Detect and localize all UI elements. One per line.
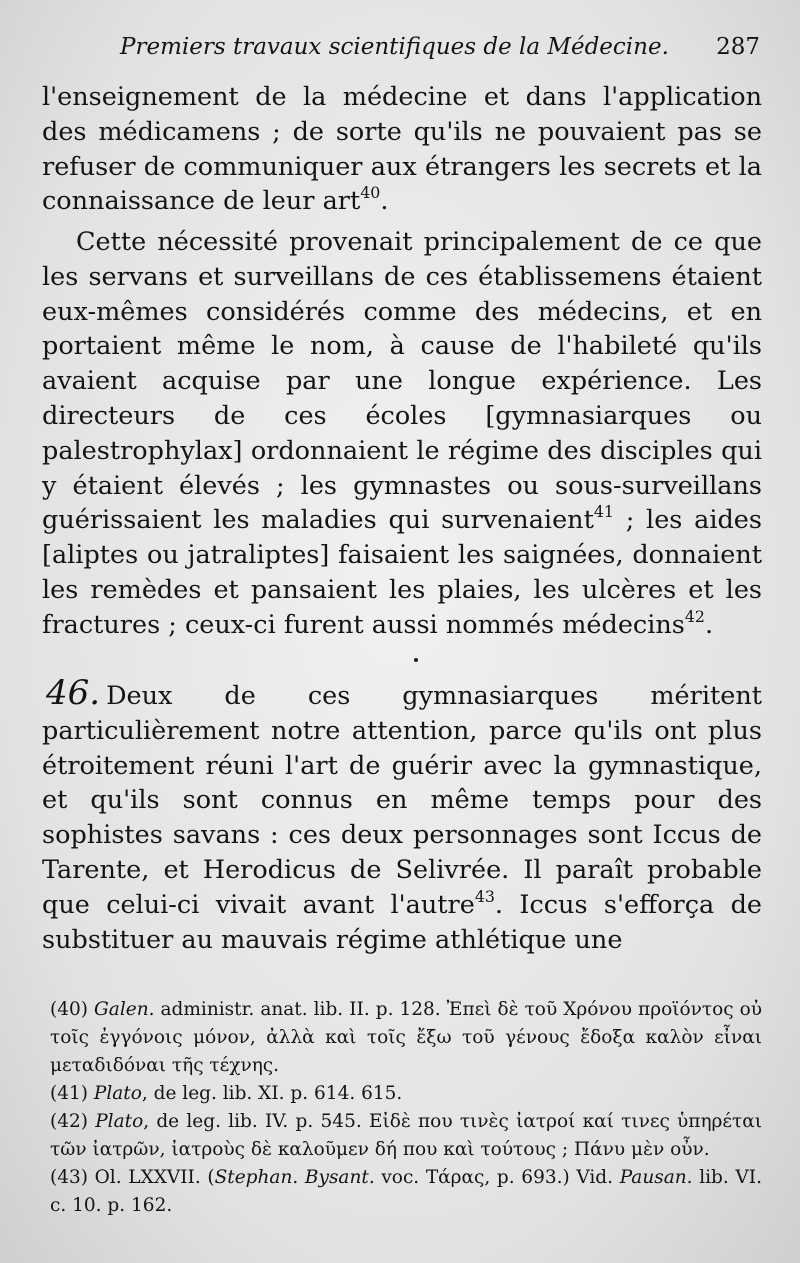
paragraph-continuation — [42, 80, 762, 219]
paragraph-end: . — [704, 609, 714, 640]
footnote-40 — [50, 996, 762, 1080]
footnote-label: (40) — [50, 999, 88, 1020]
running-header — [120, 34, 760, 60]
paragraph-text: . Iccus s'efforça de substituer au mauvais régime athlétique une — [42, 889, 762, 955]
paragraph-text: Cette nécessité provenait principalement de ce que les servans et surveillans de ces établissemens étaient eux-mêmes considérés comme des médecins, et en portaient même le nom, à cause de l'habileté qu'ils avaient acquise par une longue expérience. Les directeurs de ces écoles [gymnasiarques ou palestrophylax] ordonnaient le régime des disciples qui y étaient élevés ; les gymnastes ou sous-surveillans guérissaient les maladies qui survenaient — [42, 227, 762, 536]
footnote-ref-42[interactable]: 42 — [684, 606, 705, 626]
footnote-label: (41) — [50, 1083, 88, 1104]
paragraph-text: l'enseignement de la médecine et dans l'application des médicamens ; de sorte qu'ils ne pouvaient pas se refuser de communiquer aux étrangers les secrets et la connaissance de leur art — [42, 82, 762, 217]
footnote-ref-41[interactable]: 41 — [593, 502, 614, 522]
footnote-43 — [50, 1164, 762, 1220]
footnote-citation: Plato — [93, 1083, 142, 1104]
footnote-citation: Plato — [95, 1111, 144, 1132]
separator-dot — [412, 656, 420, 664]
running-title: Premiers travaux scientifiques de la Médecine. — [120, 34, 669, 60]
footnote-text: voc. Τάρας, p. 693.) Vid. — [374, 1167, 614, 1188]
paragraph-servans — [42, 225, 762, 643]
footnote-text: lib. VI. c. 10. p. 162. — [50, 1167, 762, 1216]
footnote-text: , de leg. lib. XI. p. 614. 615. — [141, 1083, 403, 1104]
section-number: 46. — [46, 673, 101, 713]
section-46-paragraph — [42, 673, 762, 957]
footnote-ref-40[interactable]: 40 — [360, 183, 381, 203]
paragraph-end: . — [380, 186, 389, 217]
footnote-42 — [50, 1108, 762, 1164]
page-number: 287 — [716, 34, 760, 60]
footnote-citation: Pausan. — [619, 1167, 693, 1188]
footnotes — [50, 996, 762, 1220]
footnote-text: administr. anat. lib. II. p. 128. Ἐπεὶ δὲ τοῦ Χρόνου προϊόντος οὐ τοῖς ἐγγόνοις μόνον, ἀλλὰ καὶ τοῖς ἔξω τοῦ γένους ἔδοξα καλὸν εἶναι μεταδιδόναι τῆς τέχνης. — [50, 999, 762, 1076]
footnote-text: , de leg. lib. IV. p. 545. Εἰδὲ που τινὲς ἰατροί καί τινες ὑπηρέται τῶν ἰατρῶν, ἰατροὺς δὲ καλοῦμεν δή που καὶ τούτους ; Πάνυ μὲν οὖν. — [50, 1111, 762, 1160]
footnote-label: (42) — [50, 1111, 88, 1132]
paragraph-text: ; les aides [aliptes ou jatraliptes] faisaient les saignées, donnaient les remèdes et pansaient les plaies, les ulcères et les fractures ; ceux-ci furent aussi nommés médecins — [42, 505, 762, 640]
footnote-text: Ol. LXXVII. ( — [94, 1167, 215, 1188]
footnote-label: (43) — [50, 1167, 88, 1188]
paragraph-text: Deux de ces gymnasiarques méritent particulièrement notre attention, parce qu'ils ont plus étroitement réuni l'art de guérir avec la gymnastique, et qu'ils sont connus en même temps pour des sophistes savans : ces deux personnages sont Iccus de Tarente, et Herodicus de Selivrée. Il paraît probable que celui-ci vivait avant l'autre — [42, 681, 762, 920]
footnote-41 — [50, 1080, 762, 1108]
footnote-citation: Galen. — [94, 999, 155, 1020]
footnote-ref-43[interactable]: 43 — [474, 886, 495, 906]
footnote-citation: Stephan. Bysant. — [214, 1167, 375, 1188]
